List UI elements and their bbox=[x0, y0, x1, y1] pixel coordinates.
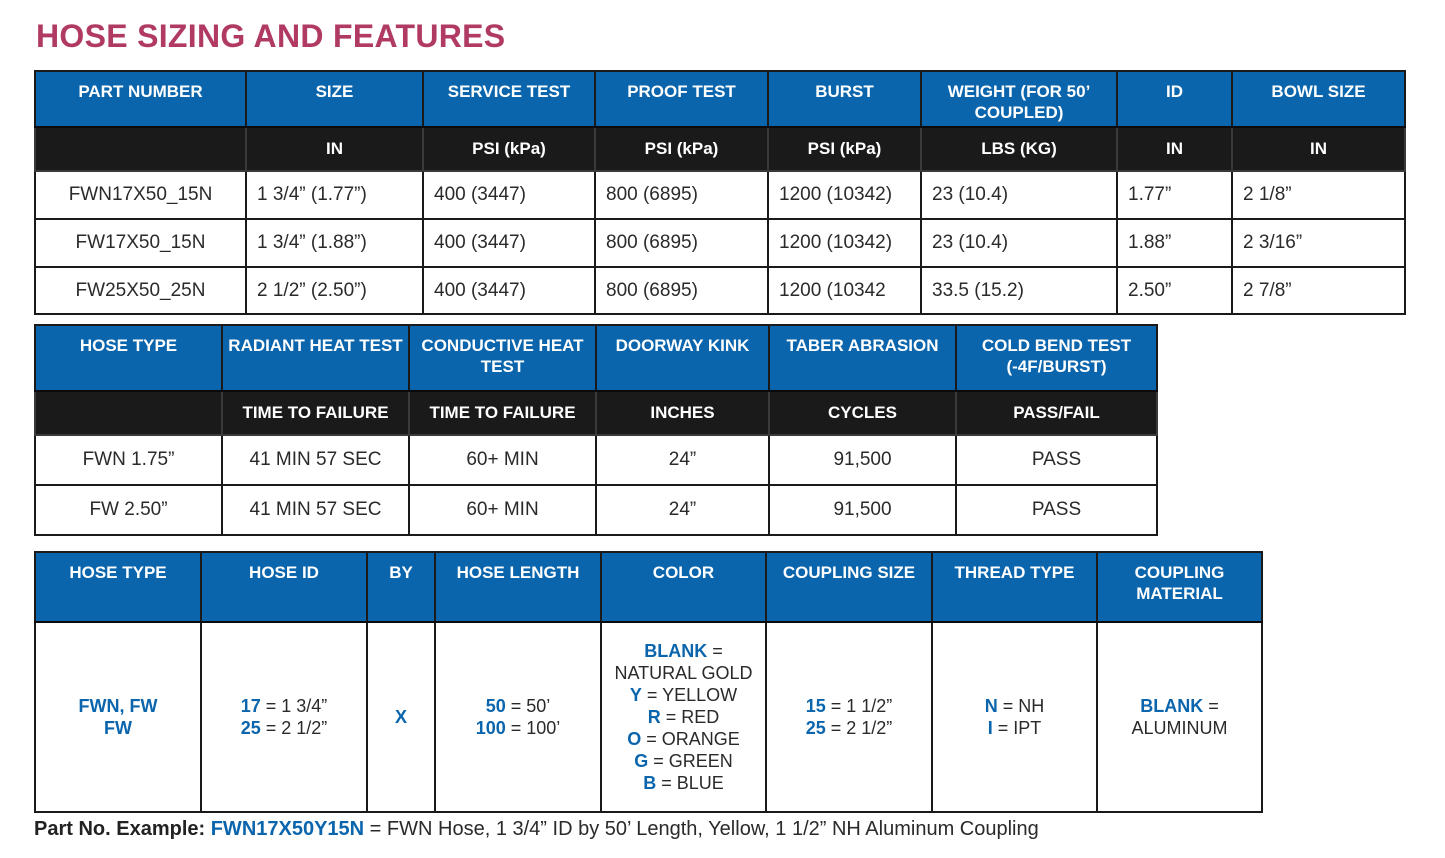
col-header-doorway-kink: DOORWAY KINK bbox=[596, 325, 769, 391]
table-cell: 2.50” bbox=[1117, 267, 1232, 314]
unit-cell: PSI (kPa) bbox=[423, 127, 595, 171]
col-header-bowl-size: BOWL SIZE bbox=[1232, 71, 1405, 127]
option-text: = BLUE bbox=[656, 773, 724, 793]
unit-cell: LBS (KG) bbox=[921, 127, 1117, 171]
hose-length-option bbox=[436, 717, 600, 739]
option-code: G bbox=[634, 751, 649, 771]
unit-cell: TIME TO FAILURE bbox=[409, 391, 596, 435]
option-text: = 100’ bbox=[505, 718, 561, 738]
col-header-hose-length: HOSE LENGTH bbox=[435, 552, 601, 622]
example-part-number: FWN17X50Y15N bbox=[210, 818, 365, 840]
hose-type-option: FWN, FW bbox=[78, 696, 158, 716]
thread-type-cell bbox=[932, 622, 1097, 812]
table-cell: FWN 1.75” bbox=[35, 435, 222, 485]
option-text: = bbox=[707, 641, 723, 661]
col-header-part-number: PART NUMBER bbox=[35, 71, 246, 127]
page-title: HOSE SIZING AND FEATURES bbox=[36, 18, 506, 54]
table-cell: 60+ MIN bbox=[409, 435, 596, 485]
col-header-proof-test: PROOF TEST bbox=[595, 71, 768, 127]
table-row bbox=[35, 219, 1405, 267]
table-cell: 1200 (10342 bbox=[768, 267, 921, 314]
option-code: 50 bbox=[485, 696, 506, 716]
col-header-by: BY bbox=[367, 552, 435, 622]
table-cell: 1.88” bbox=[1117, 219, 1232, 267]
unit-cell: IN bbox=[1232, 127, 1405, 171]
table-row bbox=[35, 435, 1157, 485]
thread-type-option bbox=[933, 695, 1096, 717]
option-code: 100 bbox=[475, 718, 506, 738]
table-row bbox=[35, 171, 1405, 219]
option-code: BLANK bbox=[1140, 696, 1204, 716]
hose-performance-table bbox=[34, 324, 1158, 536]
table-cell: 60+ MIN bbox=[409, 485, 596, 535]
table-cell: 2 1/2” (2.50”) bbox=[246, 267, 423, 314]
option-code: B bbox=[643, 773, 657, 793]
col-header-color: COLOR bbox=[601, 552, 766, 622]
coupling-material-option bbox=[1098, 695, 1261, 717]
option-text: = IPT bbox=[992, 718, 1042, 738]
unit-cell bbox=[35, 127, 246, 171]
example-label: Part No. Example: bbox=[34, 818, 211, 840]
table-cell: 2 7/8” bbox=[1232, 267, 1405, 314]
color-option bbox=[602, 750, 765, 772]
table-cell: 800 (6895) bbox=[595, 267, 768, 314]
table-cell: 24” bbox=[596, 485, 769, 535]
hose-type-cell bbox=[35, 622, 201, 812]
by-cell bbox=[367, 622, 435, 812]
hose-id-option bbox=[202, 717, 366, 739]
col-header-hose-type: HOSE TYPE bbox=[35, 552, 201, 622]
hose-id-cell bbox=[201, 622, 367, 812]
table-cell: 91,500 bbox=[769, 435, 956, 485]
table-cell: 400 (3447) bbox=[423, 267, 595, 314]
table-cell: PASS bbox=[956, 435, 1157, 485]
table-cell: PASS bbox=[956, 485, 1157, 535]
col-header-taber-abrasion: TABER ABRASION bbox=[769, 325, 956, 391]
unit-cell: IN bbox=[246, 127, 423, 171]
option-code: R bbox=[647, 707, 661, 727]
color-cell bbox=[601, 622, 766, 812]
example-description: = FWN Hose, 1 3/4” ID by 50’ Length, Yellow, 1 1/2” NH Aluminum Coupling bbox=[364, 818, 1039, 840]
col-header-weight: WEIGHT (FOR 50’ COUPLED) bbox=[921, 71, 1117, 127]
hose-sizing-table bbox=[34, 70, 1406, 315]
table-cell: 23 (10.4) bbox=[921, 171, 1117, 219]
hose-length-option bbox=[436, 695, 600, 717]
col-header-hose-type: HOSE TYPE bbox=[35, 325, 222, 391]
col-header-coupling-size: COUPLING SIZE bbox=[766, 552, 932, 622]
table-cell: 800 (6895) bbox=[595, 171, 768, 219]
unit-cell: PSI (kPa) bbox=[768, 127, 921, 171]
table-cell: 23 (10.4) bbox=[921, 219, 1117, 267]
col-header-burst: BURST bbox=[768, 71, 921, 127]
unit-cell: TIME TO FAILURE bbox=[222, 391, 409, 435]
col-header-radiant-heat-test: RADIANT HEAT TEST bbox=[222, 325, 409, 391]
table-row bbox=[35, 622, 1262, 812]
table-cell: 1200 (10342) bbox=[768, 219, 921, 267]
option-code: O bbox=[627, 729, 642, 749]
coupling-material-text: ALUMINUM bbox=[1131, 718, 1228, 738]
hose-type-option: FW bbox=[104, 718, 132, 738]
col-header-service-test: SERVICE TEST bbox=[423, 71, 595, 127]
color-option bbox=[602, 706, 765, 728]
table-cell: 400 (3447) bbox=[423, 219, 595, 267]
unit-cell: PASS/FAIL bbox=[956, 391, 1157, 435]
col-header-conductive-heat-test: CONDUCTIVE HEAT TEST bbox=[409, 325, 596, 391]
table-row bbox=[35, 485, 1157, 535]
coupling-size-option bbox=[767, 695, 931, 717]
option-code: 25 bbox=[240, 718, 261, 738]
option-text: = 50’ bbox=[505, 696, 551, 716]
part-number-cell: FW17X50_15N bbox=[35, 219, 246, 267]
col-header-cold-bend-test: COLD BEND TEST (-4F/BURST) bbox=[956, 325, 1157, 391]
option-code: 25 bbox=[805, 718, 826, 738]
part-number-cell: FW25X50_25N bbox=[35, 267, 246, 314]
table-cell: 41 MIN 57 SEC bbox=[222, 435, 409, 485]
table-cell: 33.5 (15.2) bbox=[921, 267, 1117, 314]
table-cell: 400 (3447) bbox=[423, 171, 595, 219]
option-code: I bbox=[987, 718, 993, 738]
option-code: 15 bbox=[805, 696, 826, 716]
table-cell: FW 2.50” bbox=[35, 485, 222, 535]
table-row bbox=[35, 267, 1405, 314]
hose-length-cell bbox=[435, 622, 601, 812]
option-text: = GREEN bbox=[648, 751, 733, 771]
unit-cell: INCHES bbox=[596, 391, 769, 435]
col-header-thread-type: THREAD TYPE bbox=[932, 552, 1097, 622]
option-text: = YELLOW bbox=[641, 685, 738, 705]
table-cell: 1 3/4” (1.88”) bbox=[246, 219, 423, 267]
unit-cell bbox=[35, 391, 222, 435]
option-text: = 1 3/4” bbox=[260, 696, 328, 716]
option-text: = 1 1/2” bbox=[825, 696, 893, 716]
color-option bbox=[602, 728, 765, 750]
table-cell: 1 3/4” (1.77”) bbox=[246, 171, 423, 219]
option-code: BLANK bbox=[644, 641, 708, 661]
col-header-hose-id: HOSE ID bbox=[201, 552, 367, 622]
col-header-size: SIZE bbox=[246, 71, 423, 127]
option-code: Y bbox=[629, 685, 642, 705]
color-option bbox=[602, 772, 765, 794]
coupling-size-cell bbox=[766, 622, 932, 812]
coupling-material-cell bbox=[1097, 622, 1262, 812]
unit-cell: PSI (kPa) bbox=[595, 127, 768, 171]
color-option bbox=[602, 640, 765, 662]
by-value: X bbox=[394, 707, 407, 727]
color-option-text: NATURAL GOLD bbox=[614, 663, 753, 683]
option-text: = bbox=[1203, 696, 1219, 716]
table-cell: 2 1/8” bbox=[1232, 171, 1405, 219]
option-code: N bbox=[984, 696, 998, 716]
option-text: = 2 1/2” bbox=[825, 718, 893, 738]
option-text: = ORANGE bbox=[641, 729, 740, 749]
col-header-id: ID bbox=[1117, 71, 1232, 127]
hose-id-option bbox=[202, 695, 366, 717]
table-cell: 1200 (10342) bbox=[768, 171, 921, 219]
table-cell: 2 3/16” bbox=[1232, 219, 1405, 267]
table-cell: 41 MIN 57 SEC bbox=[222, 485, 409, 535]
option-text: = 2 1/2” bbox=[260, 718, 328, 738]
table-cell: 1.77” bbox=[1117, 171, 1232, 219]
color-option bbox=[602, 684, 765, 706]
table-cell: 91,500 bbox=[769, 485, 956, 535]
unit-cell: CYCLES bbox=[769, 391, 956, 435]
unit-cell: IN bbox=[1117, 127, 1232, 171]
option-text: = NH bbox=[997, 696, 1045, 716]
part-number-key-table bbox=[34, 551, 1263, 813]
part-number-cell: FWN17X50_15N bbox=[35, 171, 246, 219]
thread-type-option bbox=[933, 717, 1096, 739]
option-code: 17 bbox=[240, 696, 261, 716]
table-cell: 800 (6895) bbox=[595, 219, 768, 267]
coupling-size-option bbox=[767, 717, 931, 739]
table-cell: 24” bbox=[596, 435, 769, 485]
part-number-example bbox=[34, 818, 1039, 841]
option-text: = RED bbox=[660, 707, 720, 727]
col-header-coupling-material: COUPLING MATERIAL bbox=[1097, 552, 1262, 622]
